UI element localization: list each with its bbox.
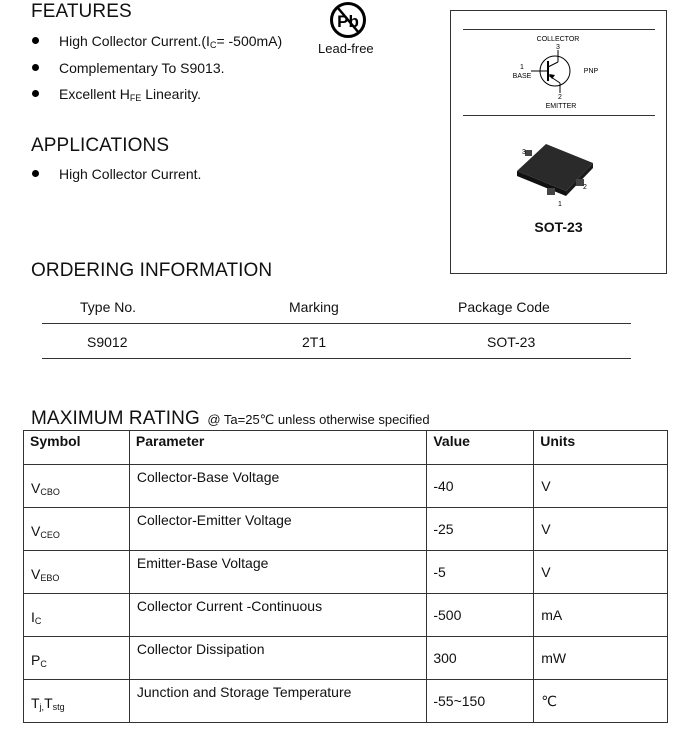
package-name: SOT-23	[534, 219, 583, 235]
package-pin-3: 3	[522, 149, 526, 156]
bullet-icon	[32, 37, 39, 44]
unit-cell: V	[541, 564, 551, 580]
base-label: BASE	[512, 73, 532, 80]
ordering-divider	[42, 358, 631, 359]
applications-heading: APPLICATIONS	[31, 135, 170, 156]
base-pin: 1	[520, 64, 524, 71]
feature-item-2: Complementary To S9013.	[59, 60, 225, 76]
table-row	[24, 551, 668, 594]
table-row	[24, 680, 668, 723]
unit-cell: mA	[541, 607, 563, 623]
features-heading: FEATURES	[31, 1, 132, 22]
table-row	[24, 465, 668, 508]
parameter-cell: Emitter-Base Voltage	[136, 555, 269, 571]
symbol-cell: $V_{CEO}$	[31, 523, 60, 540]
ordering-divider	[42, 323, 631, 324]
unit-cell: V	[541, 521, 551, 537]
value-cell: -500	[433, 607, 462, 623]
ordering-header-type: Type No.	[80, 299, 137, 315]
parameter-cell: Collector-Emitter Voltage	[136, 512, 292, 528]
table-row	[24, 637, 668, 680]
header-value: Value	[427, 431, 534, 465]
ordering-cell-package: SOT-23	[487, 334, 536, 350]
ordering-cell-marking: 2T1	[302, 334, 327, 350]
header-units: Units	[534, 431, 668, 465]
parameter-cell: Collector-Base Voltage	[136, 469, 280, 485]
package-diagram-box	[450, 10, 667, 274]
lead-free-symbol: Pb	[337, 12, 359, 31]
ordering-cell-type: S9012	[87, 334, 128, 350]
parameter-cell: Junction and Storage Temperature	[136, 684, 352, 700]
max-rating-condition: @ Ta=25℃ unless otherwise specified	[207, 412, 430, 427]
ordering-header-marking: Marking	[289, 299, 339, 315]
emitter-label: EMITTER	[545, 103, 577, 110]
unit-cell: mW	[541, 650, 567, 666]
value-cell: -25	[433, 521, 454, 537]
emitter-pin: 2	[558, 94, 562, 101]
package-pin-2: 2	[583, 184, 587, 191]
package-pin-1: 1	[558, 201, 562, 208]
collector-label: COLLECTOR	[536, 36, 580, 43]
lead-free-label: Lead-free	[318, 41, 374, 56]
value-cell: 300	[433, 650, 457, 666]
table-row	[24, 594, 668, 637]
max-rating-table	[23, 430, 668, 723]
collector-pin: 3	[556, 44, 560, 51]
header-parameter: Parameter	[129, 431, 426, 465]
feature-item-3: Excellent $H_{FE}$ Linearity.	[59, 86, 201, 103]
bullet-icon	[32, 170, 39, 177]
type-label: PNP	[583, 68, 599, 75]
ordering-heading: ORDERING INFORMATION	[31, 260, 273, 281]
ordering-header-package: Package Code	[458, 299, 550, 315]
symbol-cell: $I_C$	[31, 609, 42, 626]
feature-item-1: High Collector $Current.(I_C= -500mA)$	[59, 33, 283, 50]
bullet-icon	[32, 90, 39, 97]
max-rating-heading: MAXIMUM RATING	[31, 408, 200, 429]
symbol-cell: $T_{j,}T_{stg}$	[31, 695, 65, 712]
header-symbol: Symbol	[24, 431, 130, 465]
value-cell: -55~150	[433, 693, 486, 709]
symbol-cell: $P_C$	[31, 652, 47, 669]
value-cell: -5	[433, 564, 446, 580]
parameter-cell: Collector Dissipation	[136, 641, 265, 657]
lead-free-icon	[328, 1, 368, 39]
symbol-cell: $V_{EBO}$	[31, 566, 60, 583]
table-header-row	[24, 431, 668, 465]
bullet-icon	[32, 64, 39, 71]
parameter-cell: Collector Current -Continuous	[136, 598, 323, 614]
value-cell: -40	[433, 478, 454, 494]
max-rating-heading-row	[31, 408, 430, 430]
application-item-1: High Collector Current.	[59, 166, 202, 182]
table-row	[24, 508, 668, 551]
unit-cell: V	[541, 478, 551, 494]
symbol-cell: $V_{CBO}$	[31, 480, 60, 497]
unit-cell: ℃	[541, 693, 557, 709]
